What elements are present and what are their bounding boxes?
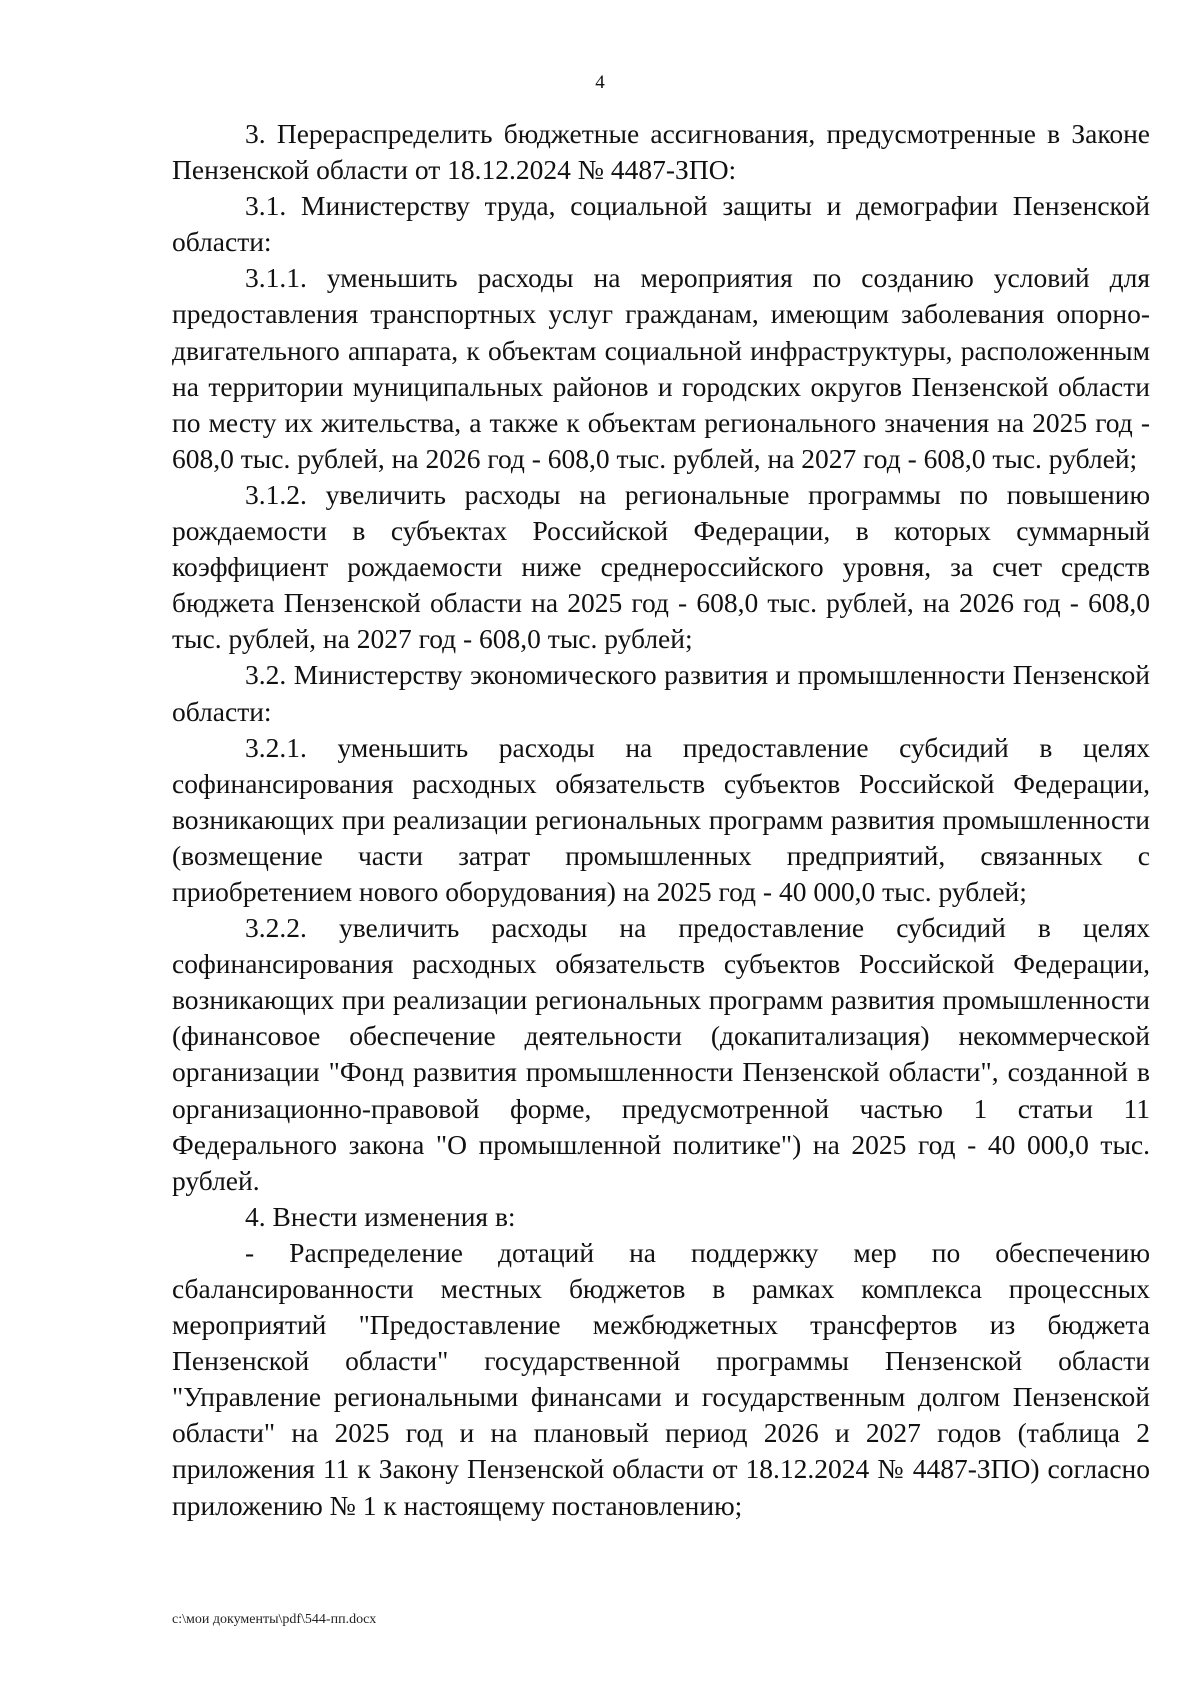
footer-file-path: c:\мои документы\pdf\544-пп.docx [172, 1612, 377, 1627]
paragraph-3-1: 3.1. Министерству труда, социальной защиты и демографии Пензенской области: [172, 190, 1150, 258]
paragraph-3-2: 3.2. Министерству экономического развития и промышленности Пензенской области: [172, 659, 1150, 727]
paragraph-3-1-1: 3.1.1. уменьшить расходы на мероприятия по созданию условий для предоставления транспортных услуг гражданам, имеющим заболевания опорно-двигательного аппарата, к объектам социальной инфраструктуры, расположенным на территории муниципальных районов и городских округов Пензенской области по месту их жительства, а также к объектам регионального значения на 2025 год - 608,0 тыс. рублей, на 2026 год - 608,0 тыс. рублей, на 2027 год - 608,0 тыс. рублей; [172, 262, 1150, 474]
paragraph-3-2-2: 3.2.2. увеличить расходы на предоставление субсидий в целях софинансирования расходных обязательств субъектов Российской Федерации, возникающих при реализации региональных программ развития промышленности (финансовое обеспечение деятельности (докапитализация) некоммерческой организации "Фонд развития промышленности Пензенской области", созданной в организационно-правовой форме, предусмотренной частью 1 статьи 11 Федерального закона "О промышленной политике") на 2025 год - 40 000,0 тыс. рублей. [172, 912, 1150, 1196]
document-body [172, 116, 1150, 1524]
paragraph-4-item: - Распределение дотаций на поддержку мер по обеспечению сбалансированности местных бюджетов в рамках комплекса процессных мероприятий "Предоставление межбюджетных трансфертов из бюджета Пензенской области" государственной программы Пензенской области "Управление региональными финансами и государственным долгом Пензенской области" на 2025 год и на плановый период 2026 и 2027 годов (таблица 2 приложения 11 к Закону Пензенской области от 18.12.2024 № 4487-ЗПО) согласно приложению № 1 к настоящему постановлению; [172, 1236, 1150, 1521]
page-number: 4 [595, 72, 605, 93]
paragraph-3-2-1: 3.2.1. уменьшить расходы на предоставление субсидий в целях софинансирования расходных обязательств субъектов Российской Федерации, возникающих при реализации региональных программ развития промышленности (возмещение части затрат промышленных предприятий, связанных с приобретением нового оборудования) на 2025 год - 40 000,0 тыс. рублей; [172, 731, 1150, 907]
paragraph-3: 3. Перераспределить бюджетные ассигнования, предусмотренные в Законе Пензенской области от 18.12.2024 № 4487-ЗПО: [172, 118, 1150, 186]
paragraph-3-1-2: 3.1.2. увеличить расходы на региональные программы по повышению рождаемости в субъектах Российской Федерации, в которых суммарный коэффициент рождаемости ниже среднероссийского уровня, за счет средств бюджета Пензенской области на 2025 год - 608,0 тыс. рублей, на 2026 год - 608,0 тыс. рублей, на 2027 год - 608,0 тыс. рублей; [172, 478, 1150, 655]
paragraph-4: 4. Внести изменения в: [245, 1200, 516, 1232]
